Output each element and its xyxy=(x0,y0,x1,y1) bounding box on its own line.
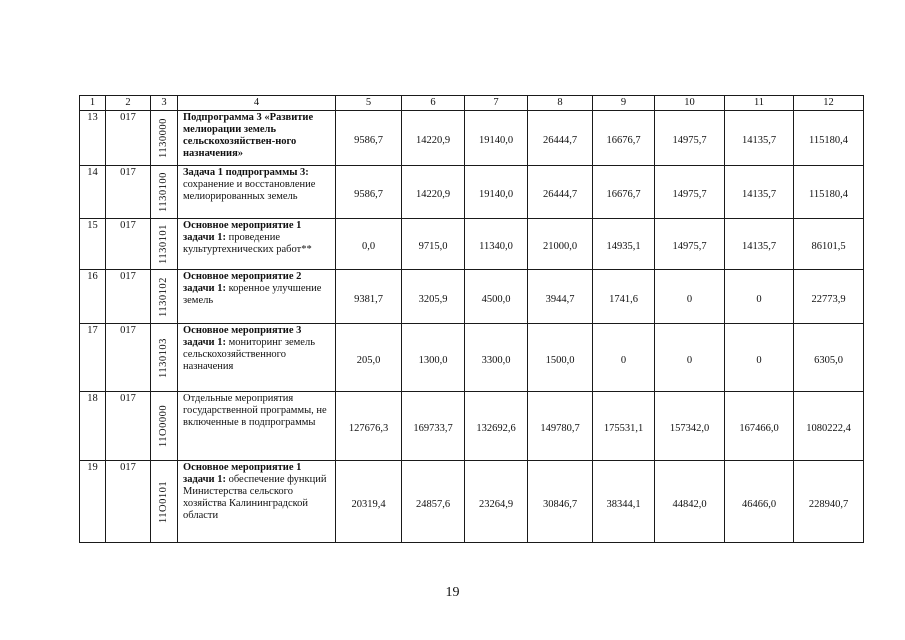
program-code-cell xyxy=(151,392,178,461)
program-name-text: коренное улучшение земель xyxy=(183,283,322,306)
table-row xyxy=(80,392,864,461)
program-code-text: 11О0000 xyxy=(158,404,169,448)
value-cell: 0 xyxy=(725,324,794,392)
program-name-cell xyxy=(178,461,336,543)
program-name-cell xyxy=(178,166,336,219)
value-cell: 14135,7 xyxy=(725,219,794,270)
value-cell: 228940,7 xyxy=(794,461,864,543)
program-code-text: 11О0101 xyxy=(158,480,169,523)
value-cell: 127676,3 xyxy=(336,392,402,461)
column-header: 12 xyxy=(794,96,864,111)
program-name-cell xyxy=(178,219,336,270)
program-name-text: мониторинг земель сельскохозяйственного назначения xyxy=(183,337,315,372)
program-code-text: 1130100 xyxy=(158,172,169,212)
program-name-text: проведение культуртехнических работ** xyxy=(183,232,312,255)
ministry-code-cell: 017 xyxy=(106,324,151,392)
budget-table xyxy=(79,95,864,543)
value-cell: 0 xyxy=(725,270,794,324)
page-number: 19 xyxy=(445,585,460,600)
program-code-cell xyxy=(151,270,178,324)
value-cell: 11340,0 xyxy=(465,219,528,270)
column-header: 2 xyxy=(106,96,151,111)
program-code-text: 1130000 xyxy=(158,118,169,158)
column-header: 4 xyxy=(178,96,336,111)
value-cell: 169733,7 xyxy=(402,392,465,461)
value-cell: 24857,6 xyxy=(402,461,465,543)
value-cell: 3944,7 xyxy=(528,270,593,324)
value-cell: 26444,7 xyxy=(528,166,593,219)
value-cell: 1300,0 xyxy=(402,324,465,392)
value-cell: 9586,7 xyxy=(336,166,402,219)
value-cell: 3300,0 xyxy=(465,324,528,392)
column-header: 9 xyxy=(593,96,655,111)
value-cell: 19140,0 xyxy=(465,166,528,219)
program-name-bold: Основное мероприятие 1 задачи 1: xyxy=(183,220,302,243)
row-number-cell: 18 xyxy=(80,392,106,461)
value-cell: 16676,7 xyxy=(593,166,655,219)
table-header-row xyxy=(80,96,864,111)
value-cell: 0 xyxy=(655,324,725,392)
value-cell: 22773,9 xyxy=(794,270,864,324)
column-header: 10 xyxy=(655,96,725,111)
value-cell: 1741,6 xyxy=(593,270,655,324)
value-cell: 14135,7 xyxy=(725,111,794,166)
value-cell: 21000,0 xyxy=(528,219,593,270)
value-cell: 86101,5 xyxy=(794,219,864,270)
program-name-cell xyxy=(178,392,336,461)
row-number-cell: 19 xyxy=(80,461,106,543)
row-number-cell: 16 xyxy=(80,270,106,324)
program-code-text: 1130102 xyxy=(158,276,169,317)
value-cell: 14975,7 xyxy=(655,219,725,270)
program-name-bold: Основное мероприятие 1 задачи 1: xyxy=(183,462,302,485)
table-row xyxy=(80,166,864,219)
value-cell: 14220,9 xyxy=(402,111,465,166)
value-cell: 0,0 xyxy=(336,219,402,270)
program-code-cell xyxy=(151,461,178,543)
value-cell: 115180,4 xyxy=(794,111,864,166)
program-name-text: Отдельные мероприятия государственной программы, не включенные в подпрограммы xyxy=(183,393,327,428)
value-cell: 30846,7 xyxy=(528,461,593,543)
program-name-cell xyxy=(178,270,336,324)
value-cell: 26444,7 xyxy=(528,111,593,166)
program-name-bold: Задача 1 подпрограммы 3: xyxy=(183,167,309,178)
column-header: 1 xyxy=(80,96,106,111)
table-row xyxy=(80,324,864,392)
program-name-bold: Основное мероприятие 3 задачи 1: xyxy=(183,325,302,348)
value-cell: 20319,4 xyxy=(336,461,402,543)
program-name-cell xyxy=(178,324,336,392)
value-cell: 0 xyxy=(593,324,655,392)
value-cell: 1500,0 xyxy=(528,324,593,392)
value-cell: 14135,7 xyxy=(725,166,794,219)
value-cell: 167466,0 xyxy=(725,392,794,461)
program-name-cell xyxy=(178,111,336,166)
ministry-code-cell: 017 xyxy=(106,111,151,166)
ministry-code-cell: 017 xyxy=(106,219,151,270)
value-cell: 44842,0 xyxy=(655,461,725,543)
ministry-code-cell: 017 xyxy=(106,270,151,324)
value-cell: 19140,0 xyxy=(465,111,528,166)
table-row xyxy=(80,461,864,543)
ministry-code-cell: 017 xyxy=(106,166,151,219)
row-number-cell: 13 xyxy=(80,111,106,166)
column-header: 7 xyxy=(465,96,528,111)
value-cell: 14975,7 xyxy=(655,111,725,166)
table-row xyxy=(80,270,864,324)
value-cell: 149780,7 xyxy=(528,392,593,461)
row-number-cell: 15 xyxy=(80,219,106,270)
column-header: 11 xyxy=(725,96,794,111)
value-cell: 9381,7 xyxy=(336,270,402,324)
column-header: 8 xyxy=(528,96,593,111)
value-cell: 23264,9 xyxy=(465,461,528,543)
value-cell: 157342,0 xyxy=(655,392,725,461)
program-code-cell xyxy=(151,166,178,219)
column-header: 5 xyxy=(336,96,402,111)
program-name-text: обеспечение функций Министерства сельского хозяйства Калининградской области xyxy=(183,474,327,521)
value-cell: 6305,0 xyxy=(794,324,864,392)
value-cell: 1080222,4 xyxy=(794,392,864,461)
column-header: 6 xyxy=(402,96,465,111)
value-cell: 38344,1 xyxy=(593,461,655,543)
value-cell: 16676,7 xyxy=(593,111,655,166)
row-number-cell: 14 xyxy=(80,166,106,219)
value-cell: 9715,0 xyxy=(402,219,465,270)
program-code-cell xyxy=(151,219,178,270)
program-name-bold: Подпрограмма 3 «Развитие мелиорации земель сельскохозяйствен-ного назначения» xyxy=(183,112,314,159)
column-header: 3 xyxy=(151,96,178,111)
value-cell: 4500,0 xyxy=(465,270,528,324)
program-code-text: 1130103 xyxy=(158,337,169,378)
table-row xyxy=(80,219,864,270)
value-cell: 14935,1 xyxy=(593,219,655,270)
table-row xyxy=(80,111,864,166)
value-cell: 3205,9 xyxy=(402,270,465,324)
value-cell: 205,0 xyxy=(336,324,402,392)
value-cell: 46466,0 xyxy=(725,461,794,543)
value-cell: 14975,7 xyxy=(655,166,725,219)
value-cell: 0 xyxy=(655,270,725,324)
program-code-cell xyxy=(151,324,178,392)
value-cell: 9586,7 xyxy=(336,111,402,166)
ministry-code-cell: 017 xyxy=(106,461,151,543)
program-name-text: сохранение и восстановление мелиорированных земель xyxy=(183,179,316,202)
program-name-bold: Основное мероприятие 2 задачи 1: xyxy=(183,271,302,294)
value-cell: 14220,9 xyxy=(402,166,465,219)
value-cell: 175531,1 xyxy=(593,392,655,461)
program-code-text: 1130101 xyxy=(158,224,169,264)
value-cell: 132692,6 xyxy=(465,392,528,461)
ministry-code-cell: 017 xyxy=(106,392,151,461)
row-number-cell: 17 xyxy=(80,324,106,392)
value-cell: 115180,4 xyxy=(794,166,864,219)
program-code-cell xyxy=(151,111,178,166)
